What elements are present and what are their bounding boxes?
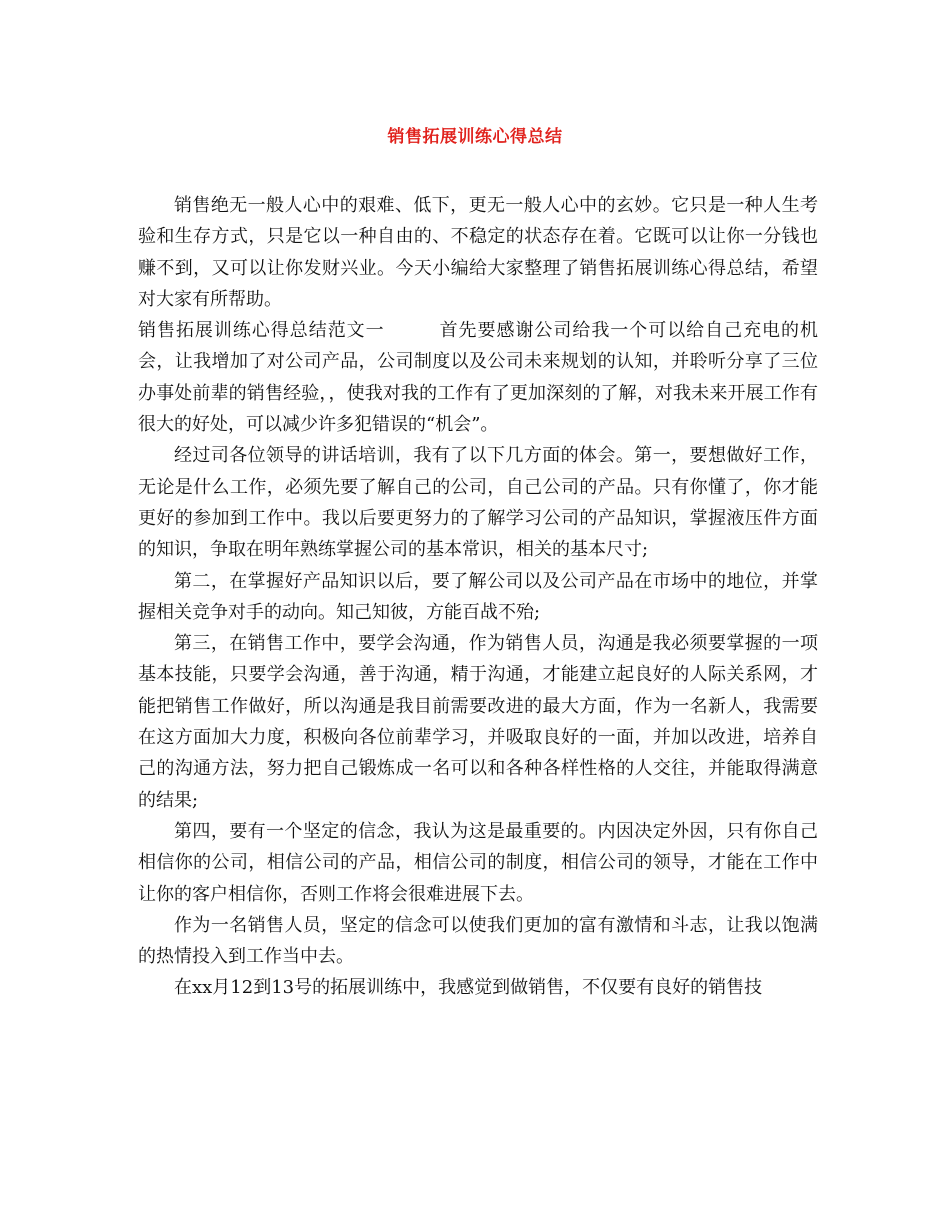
body-paragraph: 在xx月12到13号的拓展训练中，我感觉到做销售，不仅要有良好的销售技 bbox=[174, 977, 763, 999]
body-paragraph: 作为一名销售人员，坚定的信念可以使我们更加的富有激情和斗志，让我以饱满的热情投入到工作当中去。 bbox=[138, 914, 818, 968]
body-paragraph: 第三，在销售工作中，要学会沟通，作为销售人员，沟通是我必须要掌握的一项基本技能，只要学会沟通，善于沟通，精于沟通，才能建立起良好的人际关系网，才能把销售工作做好，所以沟通是我目前需要改进的最大方面，作为一名新人，我需要在这方面加大力度，积极向各位前辈学习，并吸取良好的一面，并加以改进，培养自己的沟通方法，努力把自己锻炼成一名可以和各种各样性格的人交往，并能取得满意的结果; bbox=[138, 633, 818, 811]
sample-heading: 销售拓展训练心得总结范文一 bbox=[138, 320, 385, 342]
sample-first-text: 首先要感谢公司给我一个可以给自己充电的机会，让我增加了对公司产品，公司制度以及公司未来规划的认知，并聆听分享了三位办事处前辈的销售经验，，使我对我的工作有了更加深刻的了解，对我未来开展工作有很大的好处，可以减少许多犯错误的“机会”。 bbox=[138, 320, 819, 436]
document-body bbox=[138, 190, 818, 1004]
body-paragraph: 经过司各位领导的讲话培训，我有了以下几方面的体会。第一，要想做好工作，无论是什么工作，必须先要了解自己的公司，自己公司的产品。只有你懂了，你才能更好的参加到工作中。我以后要更努力的了解学习公司的产品知识，掌握液压件方面的知识，争取在明年熟练掌握公司的基本常识，相关的基本尺寸; bbox=[138, 445, 818, 561]
body-paragraph: 第四，要有一个坚定的信念，我认为这是最重要的。内因决定外因，只有你自己相信你的公司，相信公司的产品，相信公司的制度，相信公司的领导，才能在工作中让你的客户相信你，否则工作将会很难进展下去。 bbox=[138, 820, 818, 905]
sample-paragraph bbox=[138, 315, 818, 440]
intro-paragraph: 销售绝无一般人心中的艰难、低下，更无一般人心中的玄妙。它只是一种人生考验和生存方式，只是它以一种自由的、不稳定的状态存在着。它既可以让你一分钱也赚不到，又可以让你发财兴业。今天小编给大家整理了销售拓展训练心得总结，希望对大家有所帮助。 bbox=[138, 195, 818, 310]
document-title: 销售拓展训练心得总结 bbox=[387, 127, 563, 147]
body-paragraph: 第二，在掌握好产品知识以后，要了解公司以及公司产品在市场中的地位，并掌握相关竞争对手的动向。知己知彼，方能百战不殆; bbox=[138, 570, 818, 623]
